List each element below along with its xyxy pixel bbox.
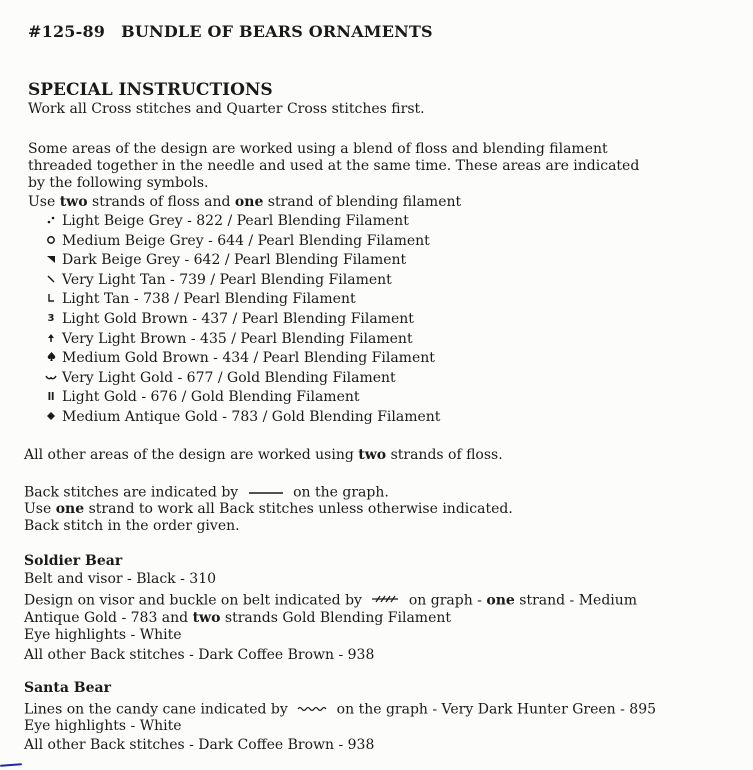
strand-usage-text: strands of floss and — [87, 194, 235, 210]
circle-icon — [44, 232, 58, 252]
soldier-text: on graph - — [404, 592, 487, 609]
l-shape-icon — [44, 290, 58, 310]
legend-label: Medium Beige Grey - 644 / Pearl Blending Filament — [62, 232, 430, 249]
santa-text: on the graph - Very Dark Hunter Green - 895 — [332, 701, 657, 718]
legend-label: Very Light Gold - 677 / Gold Blending Filament — [62, 369, 396, 386]
legend-label: Very Light Tan - 739 / Pearl Blending Filament — [62, 271, 392, 288]
backstitch-line-3: Back stitch in the order given. — [24, 518, 240, 534]
blend-line-1: Some areas of the design are worked using a blend of floss and blending filament — [28, 141, 608, 157]
legend-item — [44, 232, 440, 252]
dot-pair-icon — [44, 212, 58, 232]
soldier-text: Antique Gold - 783 and — [24, 610, 193, 626]
pen-mark — [0, 763, 22, 767]
legend-item — [44, 251, 440, 271]
strand-usage-emph: one — [234, 194, 264, 210]
soldier-text: strands Gold Blending Filament — [220, 610, 452, 626]
strand-usage-line — [28, 194, 461, 211]
soldier-line-1: Belt and visor - Black - 310 — [24, 571, 217, 587]
blend-line-2: threaded together in the needle and used at the same time. These areas are indicated — [28, 158, 640, 174]
double-bar-icon — [44, 388, 58, 408]
triangle-corner-icon — [44, 251, 58, 271]
moustache-icon — [44, 369, 58, 389]
page-title — [28, 22, 433, 41]
legend-item — [44, 408, 440, 428]
straight-line-icon — [247, 484, 285, 501]
strand-usage-emph: two — [59, 194, 88, 210]
legend-item — [44, 349, 440, 369]
strand-usage-text: Use — [28, 194, 60, 210]
legend-label: Light Gold Brown - 437 / Pearl Blending Filament — [62, 310, 414, 327]
legend-label: Very Light Brown - 435 / Pearl Blending Filament — [62, 330, 413, 347]
soldier-text: Design on visor and buckle on belt indicated by — [24, 592, 367, 609]
spade-icon — [44, 349, 58, 369]
legend-item — [44, 369, 440, 389]
wavy-line-icon — [296, 701, 328, 718]
legend-label: Light Tan - 738 / Pearl Blending Filament — [62, 291, 356, 308]
up-arrow-icon — [44, 330, 58, 350]
other-areas-text: strands of floss. — [386, 447, 503, 463]
numeral-three-icon — [44, 310, 58, 330]
soldier-emph: two — [192, 610, 221, 626]
other-areas-text: All other areas of the design are worked using — [24, 447, 359, 463]
backstitch-emph: one — [55, 501, 85, 517]
pattern-number: #125-89 — [28, 22, 106, 41]
santa-line-1 — [24, 701, 656, 719]
legend-label: Medium Gold Brown - 434 / Pearl Blending Filament — [62, 350, 435, 367]
santa-bear-heading: Santa Bear — [24, 680, 111, 696]
legend-item — [44, 388, 440, 408]
legend-item — [44, 290, 440, 310]
other-areas-emph: two — [358, 447, 387, 463]
santa-line-2: Eye highlights - White — [24, 718, 182, 734]
soldier-emph: one — [486, 592, 515, 609]
soldier-line-4: Eye highlights - White — [24, 627, 182, 643]
strand-usage-text: strand of blending filament — [263, 194, 462, 210]
backstitch-text: on the graph. — [288, 484, 389, 501]
backstitch-text: Use — [24, 501, 56, 517]
special-instructions-heading: SPECIAL INSTRUCTIONS — [28, 80, 273, 100]
soldier-bear-heading: Soldier Bear — [24, 553, 123, 569]
instruction-first: Work all Cross stitches and Quarter Cross stitches first. — [28, 101, 425, 117]
other-areas-line — [24, 447, 503, 464]
diamond-icon — [44, 408, 58, 428]
backstitch-text: Back stitches are indicated by — [24, 484, 243, 501]
legend-item — [44, 310, 440, 330]
soldier-line-2 — [24, 592, 637, 610]
hatched-line-icon — [370, 592, 400, 609]
santa-line-3: All other Back stitches - Dark Coffee Brown - 938 — [24, 737, 375, 753]
legend-label: Light Gold - 676 / Gold Blending Filament — [62, 389, 360, 406]
symbol-legend — [44, 212, 440, 428]
svg-text:3: 3 — [47, 312, 55, 323]
legend-item — [44, 212, 440, 232]
soldier-line-5: All other Back stitches - Dark Coffee Brown - 938 — [24, 647, 375, 663]
soldier-text: strand - Medium — [514, 592, 638, 609]
pattern-name: BUNDLE OF BEARS ORNAMENTS — [121, 22, 433, 41]
backslash-icon — [44, 271, 58, 291]
backstitch-line-2 — [24, 501, 513, 518]
legend-item — [44, 330, 440, 350]
backstitch-line-1 — [24, 484, 389, 502]
backstitch-text: strand to work all Back stitches unless otherwise indicated. — [84, 501, 513, 517]
legend-label: Light Beige Grey - 822 / Pearl Blending Filament — [62, 213, 409, 229]
soldier-line-3 — [24, 610, 451, 627]
blend-line-3: by the following symbols. — [28, 175, 209, 191]
santa-text: Lines on the candy cane indicated by — [24, 701, 293, 718]
legend-label: Medium Antique Gold - 783 / Gold Blending Filament — [62, 408, 441, 425]
legend-item — [44, 271, 440, 291]
legend-label: Dark Beige Grey - 642 / Pearl Blending Filament — [62, 252, 407, 269]
